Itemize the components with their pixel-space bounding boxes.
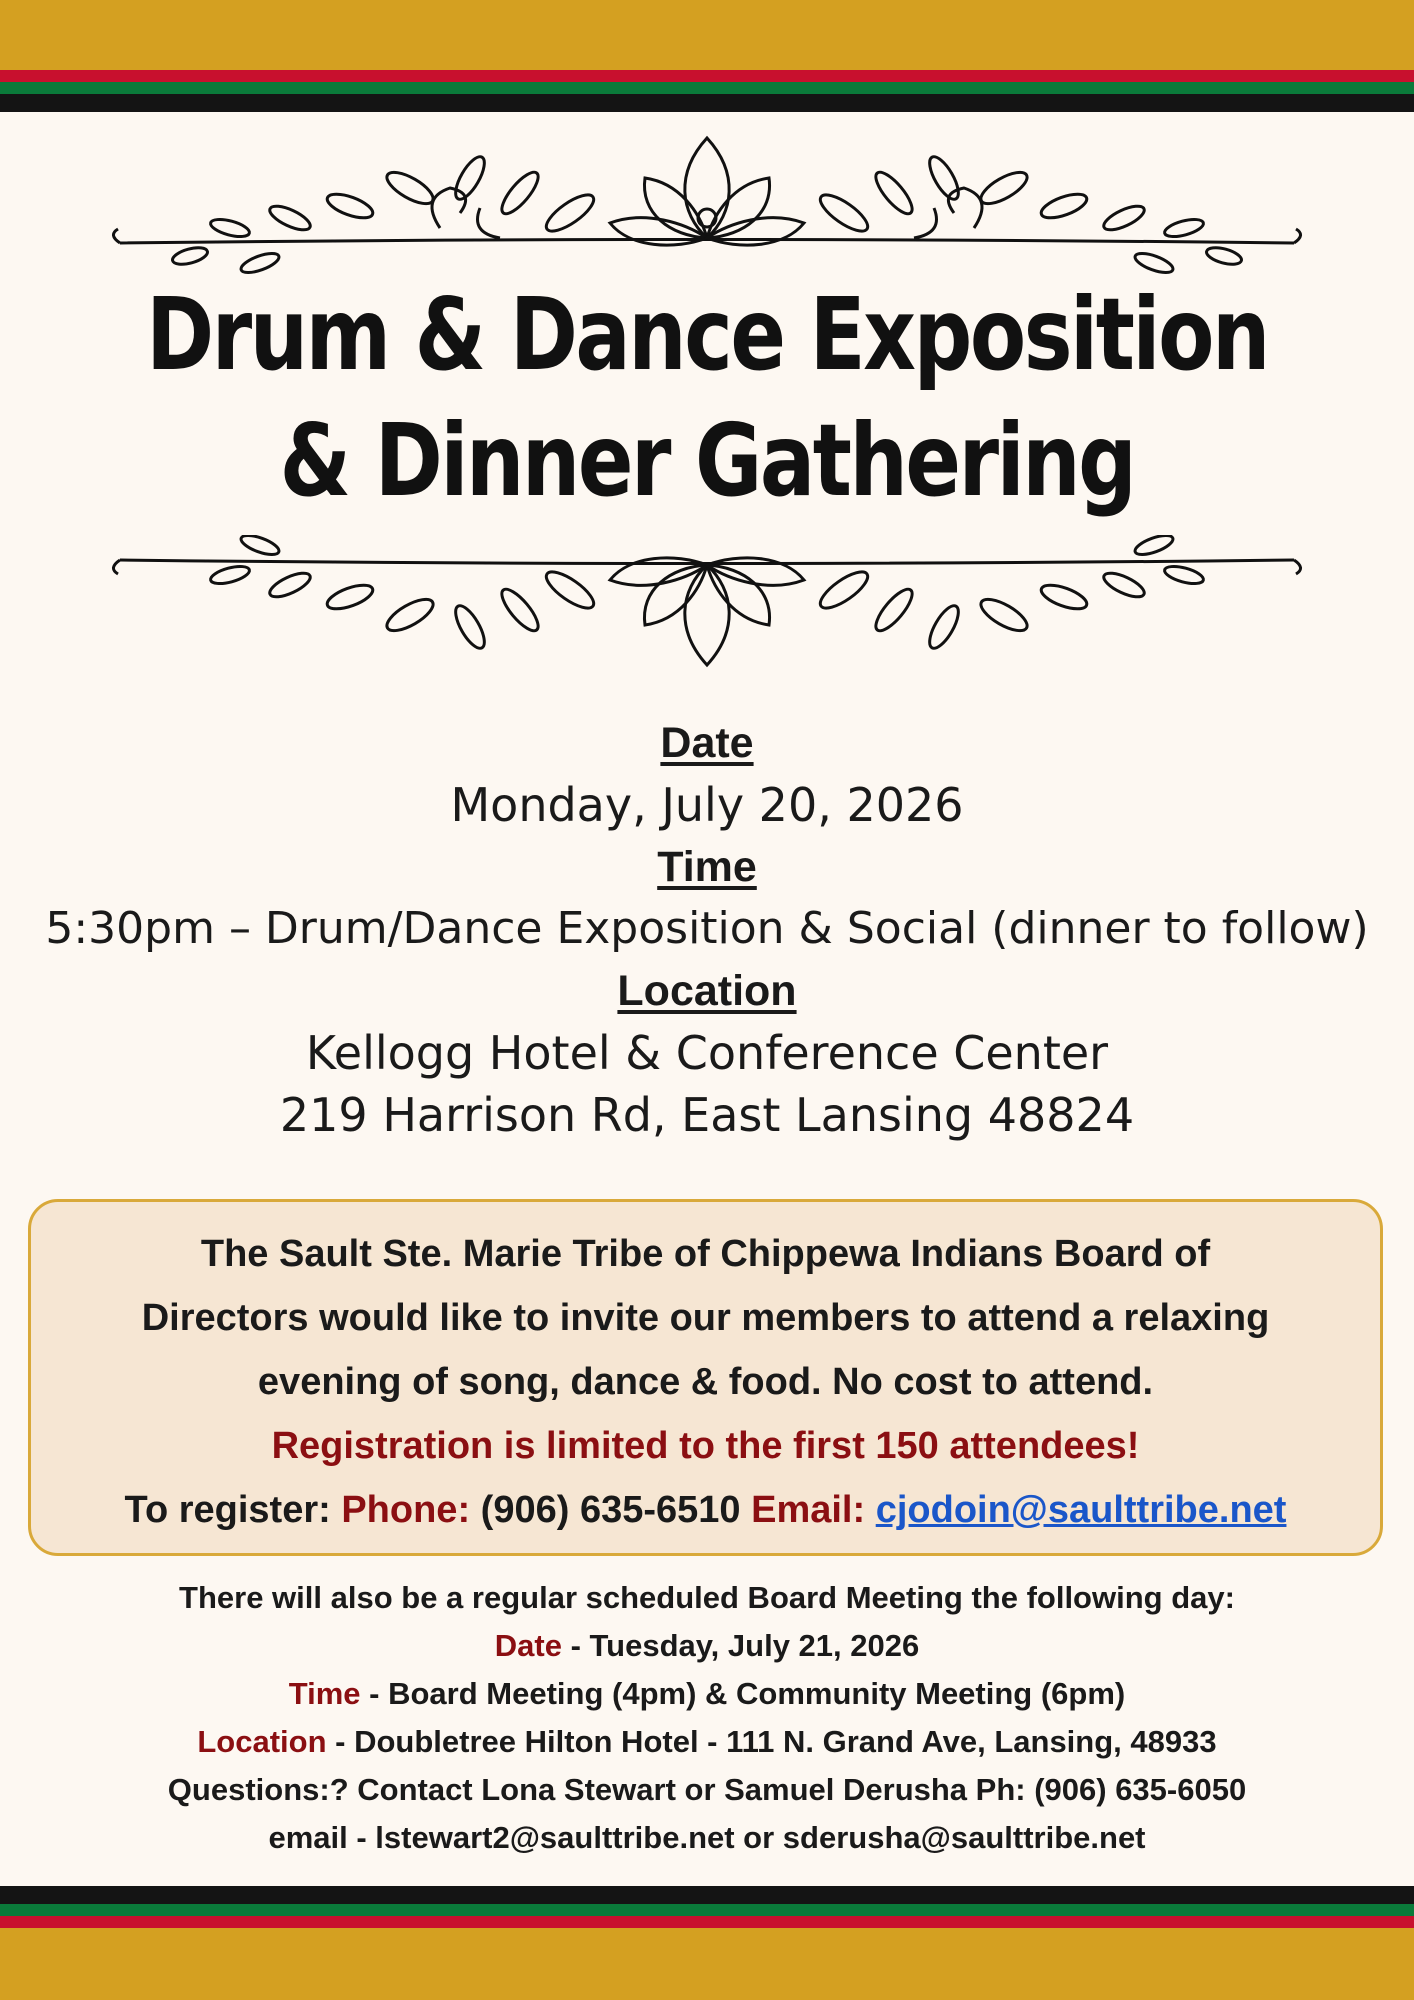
bottom-gold-stripe (0, 1928, 1414, 2000)
board-meeting-info (0, 1574, 1414, 1862)
meeting-time-label: Time (288, 1676, 361, 1711)
event-title (127, 272, 1286, 524)
register-label: To register: (124, 1489, 331, 1531)
phone-number: (906) 635-6510 (480, 1489, 741, 1531)
time-heading: Time (657, 843, 757, 891)
event-details (0, 712, 1414, 1146)
top-gold-stripe (0, 0, 1414, 70)
top-red-stripe (0, 70, 1414, 82)
meeting-emails: email - lstewart2@saulttribe.net or sderusha@saulttribe.net (268, 1820, 1146, 1855)
top-floral-ornament (100, 118, 1314, 288)
invite-line-1: The Sault Ste. Marie Tribe of Chippewa Indians Board of (200, 1233, 1211, 1275)
top-black-stripe (0, 94, 1414, 112)
registration-limit: Registration is limited to the first 150 attendees! (271, 1425, 1140, 1467)
email-link[interactable]: cjodoin@saulttribe.net (875, 1489, 1287, 1531)
meeting-location-value: - Doubletree Hilton Hotel - 111 N. Grand Ave, Lansing, 48933 (335, 1724, 1217, 1759)
meeting-time-line (0, 1670, 1414, 1718)
bottom-black-stripe (0, 1886, 1414, 1904)
phone-label: Phone: (341, 1489, 471, 1531)
location-line-1: Kellogg Hotel & Conference Center (305, 1026, 1109, 1080)
invitation-box (28, 1199, 1383, 1556)
meeting-location-line (0, 1718, 1414, 1766)
date-heading: Date (660, 719, 754, 767)
email-label: Email: (751, 1489, 866, 1531)
bottom-floral-ornament (100, 535, 1314, 685)
meeting-intro: There will also be a regular scheduled Board Meeting the following day: (179, 1580, 1235, 1615)
register-line (31, 1478, 1380, 1542)
invite-line-3: evening of song, dance & food. No cost to attend. (257, 1361, 1154, 1403)
title-line-2: & Dinner Gathering (279, 402, 1135, 519)
top-green-stripe (0, 82, 1414, 94)
meeting-date-line (0, 1622, 1414, 1670)
bottom-green-stripe (0, 1904, 1414, 1916)
meeting-date-value: - Tuesday, July 21, 2026 (570, 1628, 920, 1663)
location-heading: Location (617, 967, 797, 1015)
location-line-2: 219 Harrison Rd, East Lansing 48824 (279, 1088, 1135, 1142)
meeting-location-label: Location (197, 1724, 327, 1759)
title-line-1: Drum & Dance Exposition (146, 276, 1268, 393)
meeting-date-label: Date (494, 1628, 562, 1663)
meeting-time-value: - Board Meeting (4pm) & Community Meeting (6pm) (369, 1676, 1126, 1711)
bottom-red-stripe (0, 1916, 1414, 1928)
invite-line-2: Directors would like to invite our members to attend a relaxing (141, 1297, 1270, 1339)
time-value: 5:30pm – Drum/Dance Exposition & Social (dinner to follow) (45, 903, 1369, 954)
date-value: Monday, July 20, 2026 (450, 778, 964, 832)
meeting-questions: Questions:? Contact Lona Stewart or Samuel Derusha Ph: (906) 635-6050 (167, 1772, 1247, 1807)
